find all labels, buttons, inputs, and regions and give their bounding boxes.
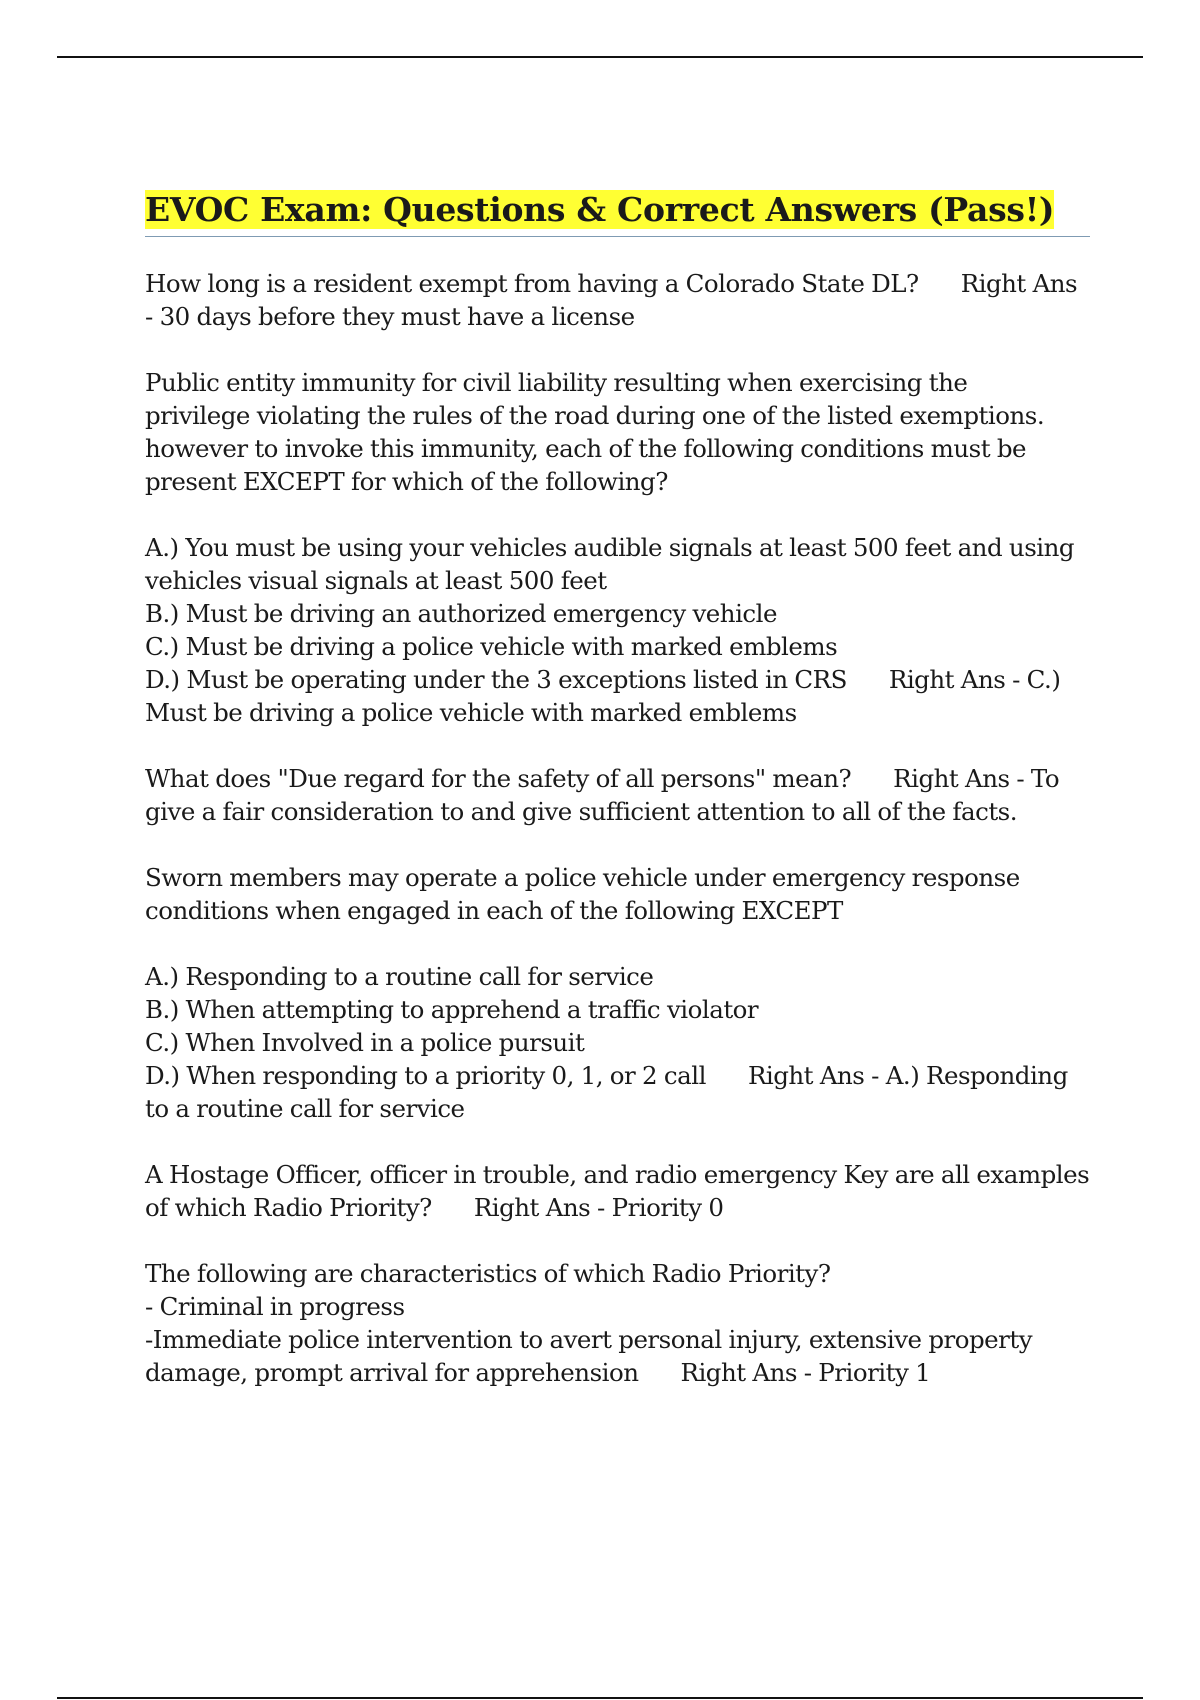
text-line: [145, 1158, 1090, 1191]
qa-paragraph: [145, 531, 1090, 729]
text-line: [145, 696, 1090, 729]
qa-paragraph: [145, 1257, 1090, 1389]
line-text: damage, prompt arrival for apprehension: [145, 1358, 639, 1387]
line-text: A Hostage Officer, officer in trouble, and radio emergency Key are all examples: [145, 1160, 1090, 1189]
paragraph-gap: [145, 927, 1090, 960]
right-answer-label: Right Ans - Priority 0: [473, 1193, 724, 1222]
text-line: [145, 564, 1090, 597]
text-line: [145, 861, 1090, 894]
text-line: [145, 630, 1090, 663]
line-text: conditions when engaged in each of the following EXCEPT: [145, 896, 843, 925]
paragraph-gap: [145, 333, 1090, 366]
line-text: privilege violating the rules of the road during one of the listed exemptions.: [145, 401, 1045, 430]
text-line: [145, 1191, 1090, 1224]
line-text: C.) Must be driving a police vehicle with marked emblems: [145, 632, 838, 661]
text-line: [145, 432, 1090, 465]
line-text: -Immediate police intervention to avert personal injury, extensive property: [145, 1325, 1033, 1354]
text-line: [145, 366, 1090, 399]
qa-paragraph: [145, 762, 1090, 828]
text-line: [145, 531, 1090, 564]
paragraph-gap: [145, 498, 1090, 531]
line-text: present EXCEPT for which of the following?: [145, 467, 668, 496]
text-line: [145, 894, 1090, 927]
text-line: [145, 300, 1090, 333]
line-text: D.) Must be operating under the 3 exceptions listed in CRS: [145, 665, 847, 694]
text-line: [145, 1356, 1090, 1389]
line-text: - 30 days before they must have a license: [145, 302, 635, 331]
text-line: [145, 960, 1090, 993]
paragraph-gap: [145, 1125, 1090, 1158]
text-line: [145, 795, 1090, 828]
qa-paragraph: [145, 267, 1090, 333]
text-line: [145, 465, 1090, 498]
line-text: - Criminal in progress: [145, 1292, 405, 1321]
text-line: [145, 663, 1090, 696]
line-text: The following are characteristics of which Radio Priority?: [145, 1259, 831, 1288]
line-text: C.) When Involved in a police pursuit: [145, 1028, 585, 1057]
text-line: [145, 597, 1090, 630]
line-text: give a fair consideration to and give sufficient attention to all of the facts.: [145, 797, 1018, 826]
line-text: of which Radio Priority?: [145, 1193, 432, 1222]
right-answer-label: Right Ans: [960, 269, 1078, 298]
line-text: B.) When attempting to apprehend a traffic violator: [145, 995, 759, 1024]
text-line: [145, 1092, 1090, 1125]
line-text: Public entity immunity for civil liability resulting when exercising the: [145, 368, 968, 397]
right-answer-label: Right Ans - To: [893, 764, 1060, 793]
paragraph-gap: [145, 828, 1090, 861]
qa-paragraph: [145, 960, 1090, 1125]
paragraph-gap: [145, 729, 1090, 762]
line-text: to a routine call for service: [145, 1094, 465, 1123]
text-line: [145, 399, 1090, 432]
text-line: [145, 762, 1090, 795]
line-text: How long is a resident exempt from having a Colorado State DL?: [145, 269, 919, 298]
title-block: [145, 190, 1090, 237]
right-answer-label: Right Ans - C.): [888, 665, 1061, 694]
text-line: [145, 1026, 1090, 1059]
line-text: A.) Responding to a routine call for service: [145, 962, 654, 991]
line-text: however to invoke this immunity, each of the following conditions must be: [145, 434, 1027, 463]
line-text: What does "Due regard for the safety of all persons" mean?: [145, 764, 852, 793]
text-line: [145, 1257, 1090, 1290]
line-text: Must be driving a police vehicle with marked emblems: [145, 698, 797, 727]
text-line: [145, 993, 1090, 1026]
qa-paragraph: [145, 366, 1090, 498]
text-line: [145, 1059, 1090, 1092]
qa-paragraph: [145, 861, 1090, 927]
page-bottom-rule: [57, 1697, 1143, 1699]
line-text: A.) You must be using your vehicles audible signals at least 500 feet and using: [145, 533, 1075, 562]
text-line: [145, 267, 1090, 300]
paragraph-gap: [145, 1224, 1090, 1257]
document-body: [145, 190, 1090, 1389]
right-answer-label: Right Ans - A.) Responding: [747, 1061, 1068, 1090]
line-text: Sworn members may operate a police vehicle under emergency response: [145, 863, 1020, 892]
qa-list: [145, 267, 1090, 1389]
document-title: EVOC Exam: Questions & Correct Answers (Pass!): [145, 190, 1055, 229]
page-top-rule: [57, 56, 1143, 58]
right-answer-label: Right Ans - Priority 1: [680, 1358, 931, 1387]
qa-paragraph: [145, 1158, 1090, 1224]
text-line: [145, 1323, 1090, 1356]
text-line: [145, 1290, 1090, 1323]
line-text: D.) When responding to a priority 0, 1, or 2 call: [145, 1061, 706, 1090]
line-text: vehicles visual signals at least 500 feet: [145, 566, 607, 595]
line-text: B.) Must be driving an authorized emergency vehicle: [145, 599, 777, 628]
